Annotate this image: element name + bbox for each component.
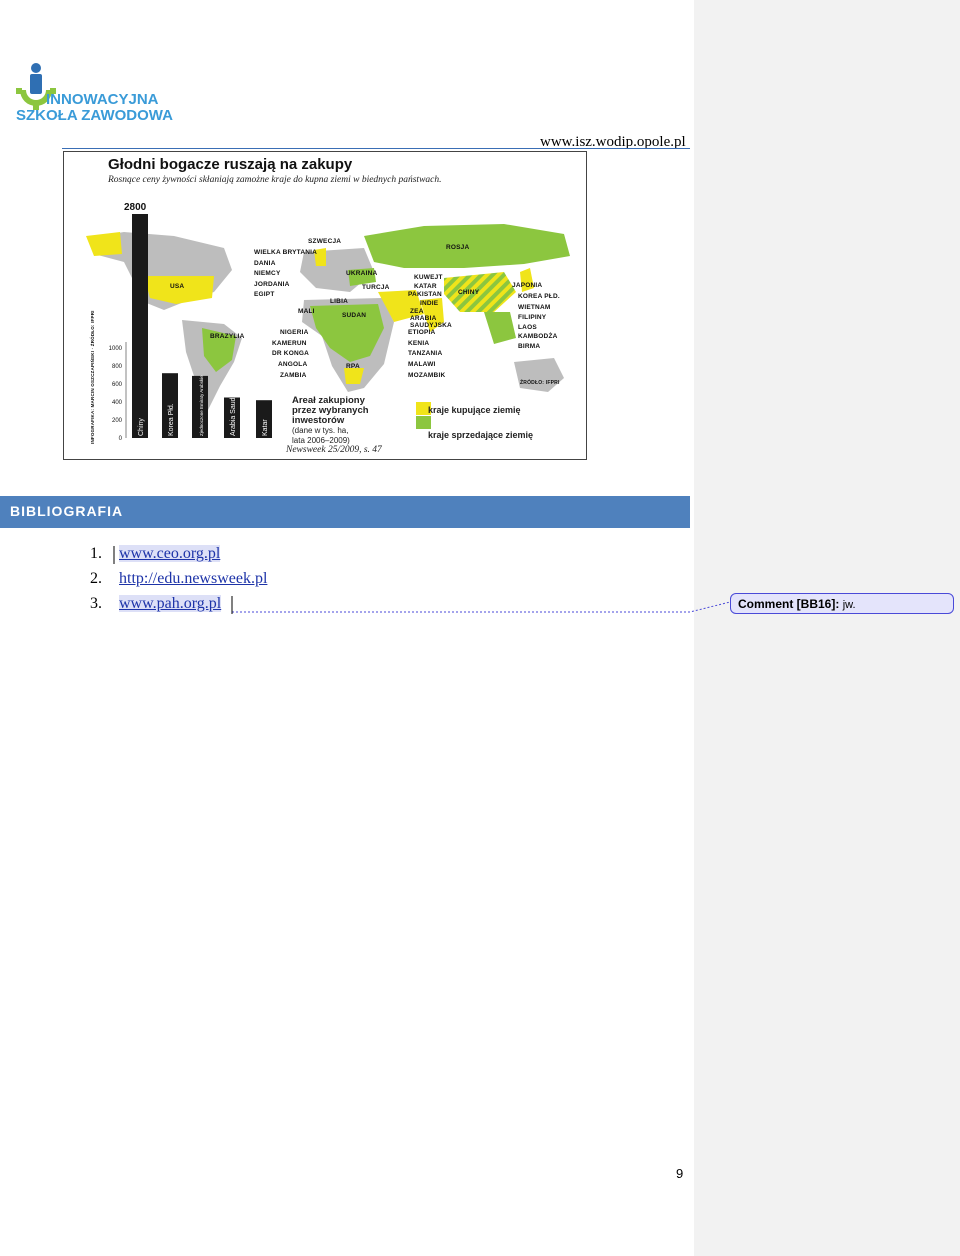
map-label-birma: BIRMA [518,343,541,350]
figure-title: Głodni bogacze ruszają na zakupy [108,156,353,173]
map-label-niemcy: NIEMCY [254,270,281,277]
areal-caption [292,396,369,446]
areal-note-2: lata 2006–2009) [292,436,350,445]
bibliography-link-pah[interactable]: www.pah.org.pl [119,595,222,612]
map-label-zea: ZEA [410,308,424,315]
header-url: www.isz.wodip.opole.pl [540,134,686,150]
map-label-mali: MALI [298,308,315,315]
logo-line-2: SZKOŁA ZAWODOWA [16,107,173,124]
map-label-angola: ANGOLA [278,361,308,368]
infographic-credit: INFOGRAFIKA: MARCIN OSZCZAPIŃSKI · ŹRÓDŁO: IFPRI [90,310,95,444]
bar-category-label: Arabia Saudyjska [230,381,237,436]
map-label-brazylia: BRAZYLIA [210,333,245,340]
bibliography-item [90,594,267,619]
map-label-kambodza: KAMBODŻA [518,333,558,340]
map-label-egipt: EGIPT [254,291,275,298]
map-label-nigeria: NIGERIA [280,329,309,336]
map-label-jordania: JORDANIA [254,281,290,288]
bibliography-list [90,544,267,619]
y-tick-label: 800 [111,364,122,370]
map-label-turcja: TURCJA [362,284,390,291]
bibliography-item-number: 1. [90,545,102,562]
map-label-saudyjska: SAUDYJSKA [410,322,452,329]
map-label-dania: DANIA [254,260,276,267]
map-label-usa: USA [170,283,185,290]
y-tick-label: 600 [111,382,122,388]
map-label-wielka-brytania: WIELKA BRYTANIA [254,249,318,256]
header-divider [62,148,690,149]
map-label-source: ŹRÓDŁO: IFPRI [520,380,560,386]
map-label-szwecja: SZWECJA [308,238,342,245]
bar-value-label: 2800 [124,202,147,213]
bibliography-heading-bar [0,496,690,528]
legend-buyers-label: kraje kupujące ziemię [428,405,521,415]
map-label-kamerun: KAMERUN [272,340,307,347]
map-label-zambia: ZAMBIA [280,372,307,379]
map-label-indie: INDIE [420,300,439,307]
map-label-ukraina: UKRAINA [346,270,378,277]
bar-category-label: Korea Płd. [168,403,175,436]
bibliography-link-newsweek[interactable]: http://edu.newsweek.pl [119,570,268,587]
figure-source: Newsweek 25/2009, s. 47 [286,445,382,455]
areal-note-1: (dane w tys. ha, [292,426,349,435]
bar-category-label: Chiny [138,418,145,436]
figure-subtitle: Rosnące ceny żywności skłaniają zamożne kraje do kupna ziemi w biednych państwach. [108,175,442,185]
comment-margin-panel [694,0,960,1256]
y-tick-label: 400 [111,400,122,406]
map-label-kenia: KENIA [408,340,430,347]
y-tick-label: 0 [118,436,122,442]
bar-category-label: Zjednoczone Emiraty Arabskie [199,375,204,436]
bibliography-item-number: 2. [90,570,102,587]
map-label-libia: LIBIA [330,298,348,305]
bibliography-link-ceo[interactable]: www.ceo.org.pl [119,545,221,562]
page-number: 9 [676,1166,684,1181]
comment-label: Comment [BB16]: [738,597,840,611]
map-label-kuwejt: KUWEJT [414,274,443,281]
map-label-katar: KATAR [414,283,437,290]
legend-sellers-label: kraje sprzedające ziemię [428,430,534,440]
comment-content [738,597,856,611]
map-label-chiny: CHINY [458,289,480,296]
map-label-sudan: SUDAN [342,312,367,319]
map-label-rosja: ROSJA [446,244,470,251]
bibliography-item [90,544,267,569]
bibliography-item-number: 3. [90,595,102,612]
y-tick-label: 200 [111,418,122,424]
bar [132,214,148,438]
legend-sellers-swatch [416,416,431,429]
map-label-malawi: MALAWI [408,361,436,368]
areal-title-3: inwestorów [292,415,345,426]
y-tick-label: 1000 [108,346,122,352]
map-label-arabia: ARABIA [410,315,437,322]
comment-balloon[interactable] [730,593,954,614]
map-label-dr-konga: DR KONGA [272,350,309,357]
map-label-wietnam: WIETNAM [518,304,551,311]
map-label-tanzania: TANZANIA [408,350,443,357]
map-label-pakistan: PAKISTAN [408,291,442,298]
areal-title-2: przez wybranych [292,405,369,416]
bar-category-label: Katar [262,419,269,436]
map-label-japonia: JAPONIA [512,282,543,289]
map-label-mozambik: MOZAMBIK [408,372,446,379]
areal-title-1: Areał zakupiony [292,395,365,406]
logo-wordmark [16,91,173,124]
map-label-filipiny: FILIPINY [518,314,547,321]
infographic-figure [63,151,587,460]
logo-line-1: INNOWACYJNA [46,91,159,108]
bibliography-item [90,569,267,594]
map-label-korea: KOREA PŁD. [518,293,560,300]
bibliography-heading: BIBLIOGRAFIA [10,503,124,519]
map-label-etiopia: ETIOPIA [408,329,436,336]
map-label-laos: LAOS [518,324,537,331]
comment-text: jw. [842,599,856,611]
map-label-rpa: RPA [346,363,360,370]
